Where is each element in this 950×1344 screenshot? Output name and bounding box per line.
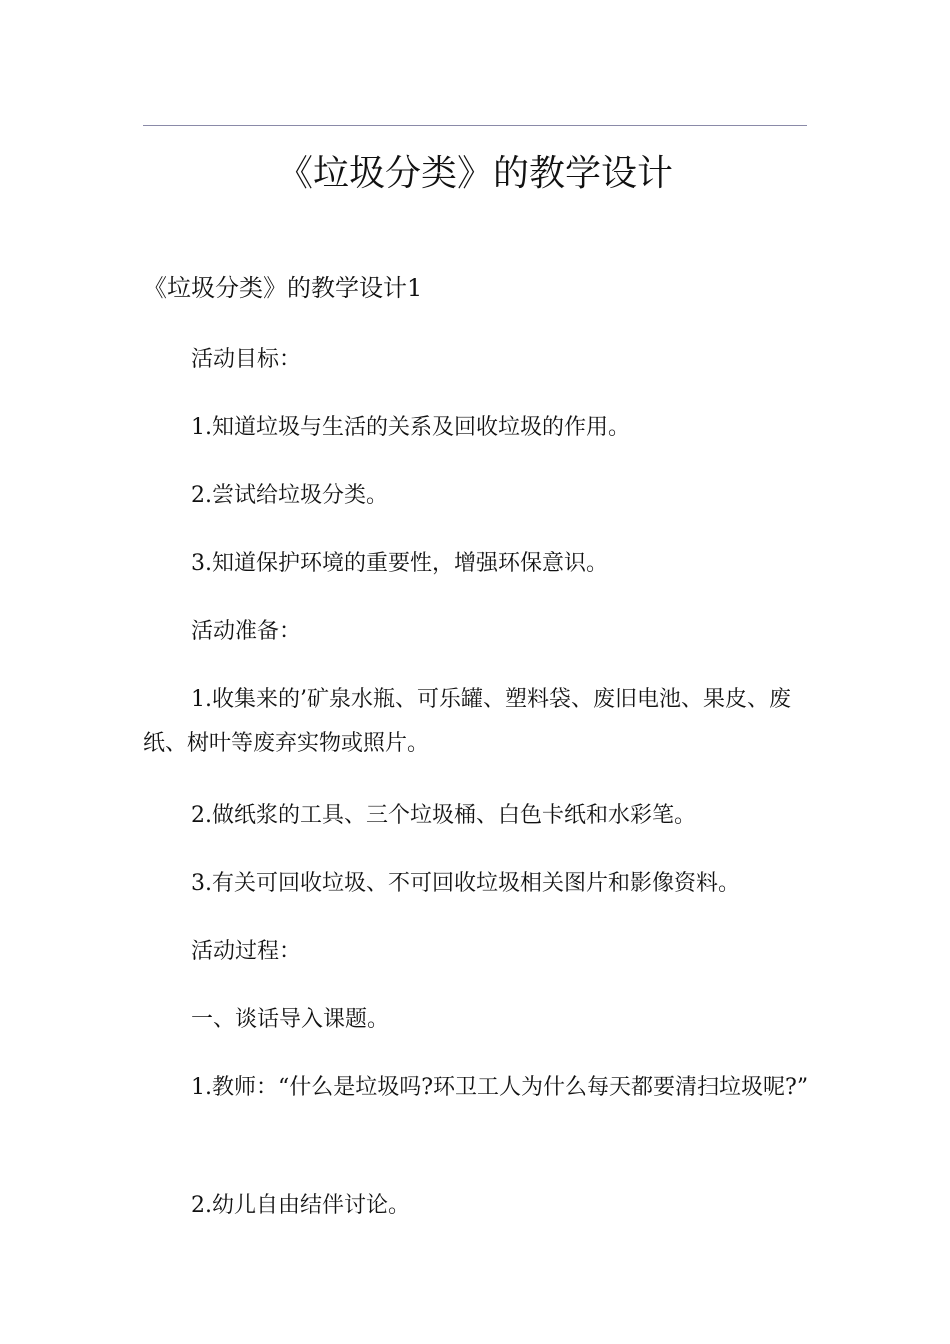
paragraph-goal-3: 3.知道保护环境的重要性，增强环保意识。 bbox=[191, 551, 608, 576]
paragraph-goal-1: 1.知道垃圾与生活的关系及回收垃圾的作用。 bbox=[191, 415, 630, 440]
header-divider bbox=[143, 125, 807, 126]
paragraph-preparation-1: 1.收集来的’矿泉水瓶、可乐罐、塑料袋、废旧电池、果皮、废纸、树叶等废弃实物或照片。 bbox=[143, 687, 791, 756]
paragraph-preparation-2: 2.做纸浆的工具、三个垃圾桶、白色卡纸和水彩笔。 bbox=[191, 803, 696, 828]
paragraph-preparation-label: 活动准备： bbox=[191, 619, 302, 644]
paragraph-activity-goals-label: 活动目标： bbox=[191, 347, 302, 372]
section-heading: 《垃圾分类》的教学设计1 bbox=[143, 274, 423, 302]
paragraph-step-1-1: 1.教师：“什么是垃圾吗?环卫工人为什么每天都要清扫垃圾呢?” bbox=[191, 1075, 809, 1100]
paragraph-step-1-heading: 一、谈话导入课题。 bbox=[191, 1007, 390, 1032]
paragraph-goal-2: 2.尝试给垃圾分类。 bbox=[191, 483, 388, 508]
paragraph-step-1-2: 2.幼儿自由结伴讨论。 bbox=[191, 1193, 410, 1218]
paragraph-process-label: 活动过程： bbox=[191, 939, 302, 964]
document-title: 《垃圾分类》的教学设计 bbox=[276, 153, 673, 194]
paragraph-preparation-3: 3.有关可回收垃圾、不可回收垃圾相关图片和影像资料。 bbox=[191, 871, 740, 896]
